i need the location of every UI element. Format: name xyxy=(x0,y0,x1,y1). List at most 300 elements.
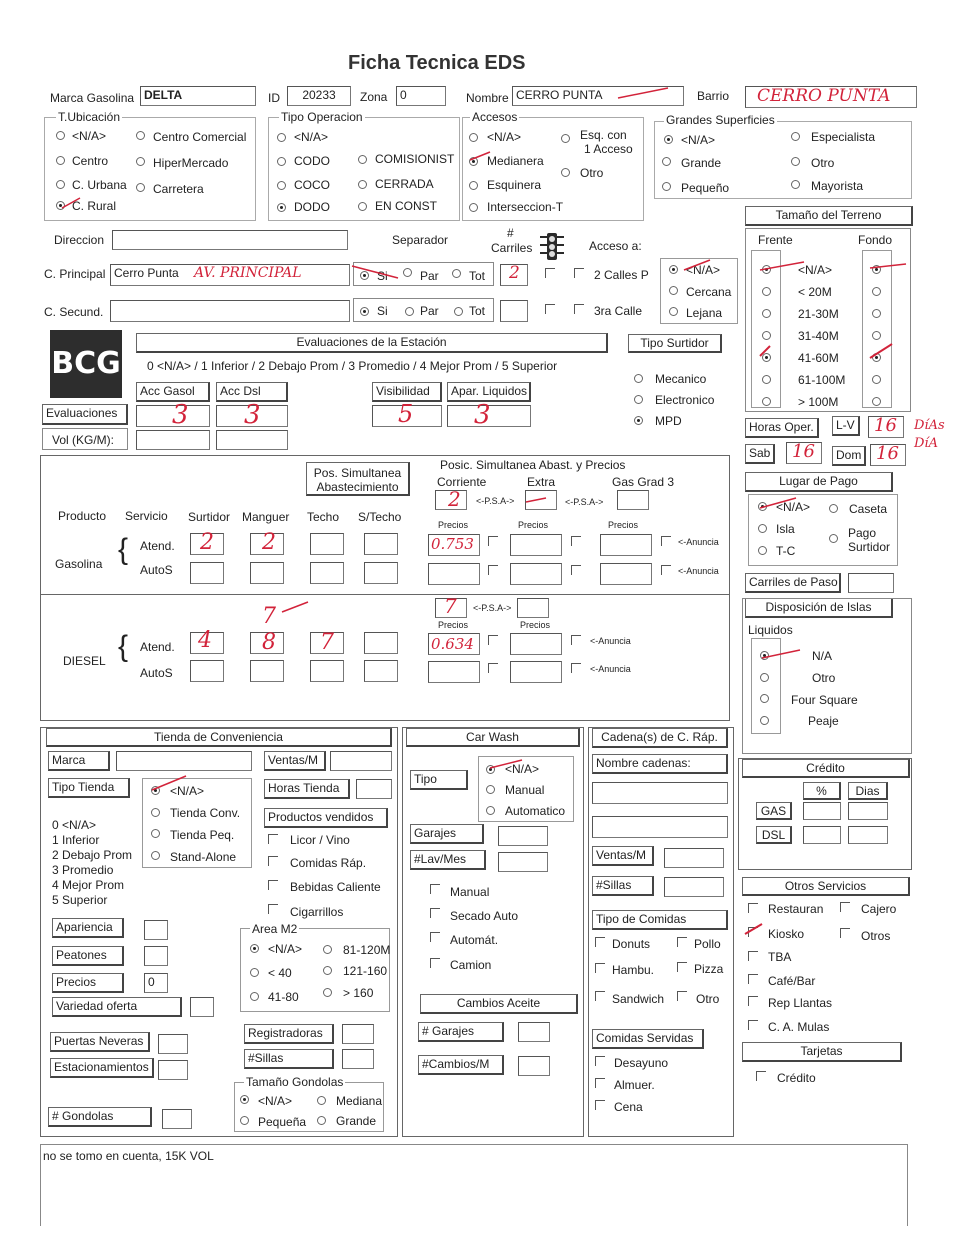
surtidor-mecanico-label: Mecanico xyxy=(655,372,707,386)
comidas-label: Comidas Ráp. xyxy=(290,856,367,870)
garajes-field[interactable] xyxy=(498,826,548,846)
cw-automatico-radio[interactable] xyxy=(486,806,495,815)
operacion-en-const-label: EN CONST xyxy=(375,199,438,213)
tamano-terreno-title: Tamaño del Terreno xyxy=(745,206,913,226)
pago-na-radio[interactable] xyxy=(758,502,767,511)
cw-manual-label: Manual xyxy=(505,783,545,797)
accesos-medianera-label: Medianera xyxy=(487,154,544,168)
gas-atend-gas-grad-checkbox[interactable] xyxy=(661,536,671,546)
tienda-sillas-field[interactable] xyxy=(342,1049,374,1069)
gs-na-label: <N/A> xyxy=(681,133,716,147)
restauran-label: Restauran xyxy=(768,902,824,916)
carriles-secund-field[interactable] xyxy=(500,300,528,322)
nombre-cadenas-field-2[interactable] xyxy=(592,816,728,838)
dsl-techo-handwriting: 7 xyxy=(320,630,334,655)
id-field[interactable]: 20233 xyxy=(287,86,351,106)
surtidor-electronico-radio[interactable] xyxy=(634,395,643,404)
dsl-extra-handwriting: 7 xyxy=(262,604,276,629)
cambios-garajes-field[interactable] xyxy=(518,1022,550,1042)
area-41-radio[interactable] xyxy=(250,992,259,1001)
peatones-field[interactable] xyxy=(144,946,168,966)
id-label: ID xyxy=(268,91,280,105)
pos-corriente-handwriting: 2 xyxy=(448,487,461,511)
cigarrillos-checkbox[interactable] xyxy=(268,904,278,914)
lv-label: L-V xyxy=(832,416,860,436)
desayuno-label: Desayuno xyxy=(614,1056,669,1070)
principal-tot-radio[interactable] xyxy=(452,269,461,278)
operacion-na-radio[interactable] xyxy=(277,133,286,142)
tienda-peq-label: Tienda Peq. xyxy=(170,828,235,842)
credito-gas-pct-field[interactable] xyxy=(803,802,841,820)
operacion-coco-radio[interactable] xyxy=(277,181,286,190)
gondolas-mediana-radio[interactable] xyxy=(317,1096,326,1105)
peatones-label: Peatones xyxy=(52,946,124,966)
secund-si-radio[interactable] xyxy=(360,307,369,316)
ubicacion-carretera-label: Carretera xyxy=(153,182,204,196)
cw-manual-checkbox[interactable] xyxy=(430,884,440,894)
nombre-cadenas-field-1[interactable] xyxy=(592,782,728,804)
gs-otro-radio[interactable] xyxy=(791,157,800,166)
gondolas-na-radio[interactable] xyxy=(240,1095,249,1104)
tienda-marca-field[interactable] xyxy=(116,751,252,771)
psa-label-1: <-P.S.A-> xyxy=(476,496,515,506)
accesos-na-radio[interactable] xyxy=(469,133,478,142)
gas-autos-extra-checkbox[interactable] xyxy=(571,565,581,575)
ubicacion-centro-radio[interactable] xyxy=(56,156,65,165)
tienda-stand-alone-radio[interactable] xyxy=(151,851,160,860)
ubicacion-title: T.Ubicación xyxy=(58,110,121,124)
gs-pequeno-radio[interactable] xyxy=(662,182,671,191)
estacionamientos-field[interactable] xyxy=(158,1060,188,1080)
dom-handwriting: 16 xyxy=(876,443,899,464)
gs-grande-radio[interactable] xyxy=(662,157,671,166)
ubicacion-c-rural-label: C. Rural xyxy=(72,199,117,213)
hambu-checkbox[interactable] xyxy=(595,963,605,973)
pago-isla-label: Isla xyxy=(776,522,795,536)
tienda-conv-label: Tienda Conv. xyxy=(170,806,241,820)
gondolas-pequena-label: Pequeña xyxy=(258,1115,307,1129)
dsl-atend-precio-extra-field[interactable] xyxy=(510,633,562,655)
apar-liquidos-handwriting: 3 xyxy=(474,400,491,430)
disp-peaje-label: Peaje xyxy=(808,714,839,728)
disp-peaje-radio[interactable] xyxy=(760,716,769,725)
donuts-checkbox[interactable] xyxy=(595,937,605,947)
dsl-atend-corriente-checkbox[interactable] xyxy=(488,635,498,645)
area-121-label: 121-160 xyxy=(343,964,388,978)
terreno-option-label: > 100M xyxy=(798,395,839,409)
apar-liquidos-label: Apar. Liquidos xyxy=(447,382,531,402)
servicio-col-label: Servicio xyxy=(125,509,168,523)
tienda-scale-item: 0 <N/A> xyxy=(52,818,97,832)
credito-dsl-pct-field[interactable] xyxy=(803,826,841,844)
ca-mulas-label: C. A. Mulas xyxy=(768,1020,830,1034)
area-160-label: > 160 xyxy=(343,986,374,1000)
ubicacion-c-urbana-label: C. Urbana xyxy=(72,178,127,192)
fondo-radio[interactable] xyxy=(872,287,881,296)
accesos-otro-radio[interactable] xyxy=(561,168,570,177)
sandwich-checkbox[interactable] xyxy=(595,991,605,1001)
gas-surtidor-handwriting: 2 xyxy=(200,530,214,555)
ubicacion-hipermercado-radio[interactable] xyxy=(136,157,145,166)
terreno-option-label: 41-60M xyxy=(798,351,839,365)
area-title: Area M2 xyxy=(252,922,298,936)
dsl-autos-precio-corriente-field[interactable] xyxy=(428,661,480,683)
camion-label: Camion xyxy=(450,958,492,972)
disposicion-title: Disposición de Islas xyxy=(745,598,893,618)
c-secund-field[interactable] xyxy=(110,300,350,322)
automat-checkbox[interactable] xyxy=(430,932,440,942)
ubicacion-centro-comercial-radio[interactable] xyxy=(136,131,145,140)
cadenas-otro-checkbox[interactable] xyxy=(677,991,687,1001)
gondolas-mediana-label: Mediana xyxy=(336,1094,383,1108)
lav-mes-label: #Lav/Mes xyxy=(410,850,486,870)
rep-llantas-checkbox[interactable] xyxy=(748,996,758,1006)
secund-tot-radio[interactable] xyxy=(454,307,463,316)
tienda-conv-radio[interactable] xyxy=(151,808,160,817)
evaluaciones-button[interactable]: Evaluaciones xyxy=(42,404,128,425)
area-160-radio[interactable] xyxy=(323,988,332,997)
surtidor-mpd-radio[interactable] xyxy=(634,416,643,425)
tienda-scale-item: 3 Promedio xyxy=(52,863,114,877)
cambios-m-field[interactable] xyxy=(518,1056,550,1076)
gondolas-na-label: <N/A> xyxy=(258,1094,293,1108)
pizza-checkbox[interactable] xyxy=(677,962,687,972)
kiosko-label: Kiosko xyxy=(768,927,805,941)
almuer-checkbox[interactable] xyxy=(595,1078,605,1088)
frente-radio[interactable] xyxy=(762,287,771,296)
frente-radio[interactable] xyxy=(762,309,771,318)
gas-autos-surtidor-field[interactable] xyxy=(190,562,224,584)
disp-na-label: N/A xyxy=(812,649,833,663)
frente-radio[interactable] xyxy=(762,331,771,340)
gas-autos-corriente-checkbox[interactable] xyxy=(488,565,498,575)
anuncia-label: <-Anuncia xyxy=(678,566,719,576)
cena-checkbox[interactable] xyxy=(595,1100,605,1110)
ubicacion-na-radio[interactable] xyxy=(56,131,65,140)
gas-atend-techo-field[interactable] xyxy=(310,533,344,555)
tienda-ventas-field[interactable] xyxy=(330,751,392,771)
pollo-checkbox[interactable] xyxy=(677,937,687,947)
dsl-autos-precio-extra-field[interactable] xyxy=(510,661,562,683)
gs-mayorista-radio[interactable] xyxy=(791,180,800,189)
direccion-field[interactable] xyxy=(112,230,348,250)
bebidas-checkbox[interactable] xyxy=(268,880,278,890)
terreno-option-label: < 20M xyxy=(798,285,832,299)
cajero-checkbox[interactable] xyxy=(840,902,850,912)
frente-radio[interactable] xyxy=(762,265,771,274)
accesos-title: Accesos xyxy=(472,110,518,124)
apariencia-field[interactable] xyxy=(144,920,168,940)
area-40-radio[interactable] xyxy=(250,968,259,977)
kiosko-checkbox[interactable] xyxy=(748,927,758,937)
vol-dsl-field[interactable] xyxy=(216,430,288,450)
restauran-checkbox[interactable] xyxy=(748,903,758,913)
nombre-cadenas-label: Nombre cadenas: xyxy=(592,754,728,774)
gs-especialista-label: Especialista xyxy=(811,130,876,144)
pos-gas-grad-field[interactable] xyxy=(617,490,649,510)
principal-checkbox[interactable] xyxy=(545,268,555,278)
vol-gasol-field[interactable] xyxy=(136,430,210,450)
pago-tc-radio[interactable] xyxy=(758,546,767,555)
operacion-dodo-radio[interactable] xyxy=(277,203,286,212)
fondo-radio[interactable] xyxy=(872,375,881,384)
cw-manual-check-label: Manual xyxy=(450,885,490,899)
secund-par-radio[interactable] xyxy=(405,307,414,316)
sab-label: Sab xyxy=(745,444,775,464)
accesos-un-acceso-label: 1 Acceso xyxy=(584,142,633,156)
tienda-stand-alone-label: Stand-Alone xyxy=(170,850,237,864)
cadenas-sillas-field[interactable] xyxy=(664,877,724,897)
secado-label: Secado Auto xyxy=(450,909,519,923)
gas-precio-handwriting: 0.753 xyxy=(431,535,474,553)
disp-four-square-radio[interactable] xyxy=(760,694,769,703)
gas-atend-precio-extra-field[interactable] xyxy=(510,534,562,556)
cw-na-radio[interactable] xyxy=(486,765,495,774)
dsl-autos-corriente-checkbox[interactable] xyxy=(488,663,498,673)
garajes-label: Garajes xyxy=(410,824,484,844)
cadenas-ventas-label: Ventas/M xyxy=(592,846,654,866)
acceso-cercana-radio[interactable] xyxy=(669,286,678,295)
carriles-paso-field[interactable] xyxy=(848,573,894,593)
gondolas-grande-label: Grande xyxy=(336,1114,377,1128)
techo-col-label: Techo xyxy=(307,510,340,524)
gondolas-pequena-radio[interactable] xyxy=(240,1116,249,1125)
gas-atend-extra-checkbox[interactable] xyxy=(571,536,581,546)
gs-na-radio[interactable] xyxy=(664,135,673,144)
pago-caseta-radio[interactable] xyxy=(829,504,838,513)
pos-extra-field[interactable] xyxy=(525,490,557,510)
operacion-codo-radio[interactable] xyxy=(277,157,286,166)
dsl-atend-extra-checkbox[interactable] xyxy=(571,635,581,645)
camion-checkbox[interactable] xyxy=(430,958,440,968)
dsl-pos-extra-field[interactable] xyxy=(517,598,549,618)
ubicacion-c-rural-radio[interactable] xyxy=(56,201,65,210)
area-na-radio[interactable] xyxy=(250,944,259,953)
frente-radio[interactable] xyxy=(762,353,771,362)
frente-radio[interactable] xyxy=(762,375,771,384)
dsl-autos-extra-checkbox[interactable] xyxy=(571,663,581,673)
marca-gasolina-field[interactable]: DELTA xyxy=(140,86,256,106)
operacion-codo-label: CODO xyxy=(294,154,330,168)
puertas-neveras-field[interactable] xyxy=(158,1034,188,1054)
fondo-radio[interactable] xyxy=(872,309,881,318)
gas-atend-corriente-checkbox[interactable] xyxy=(488,536,498,546)
acc-dsl-handwriting: 3 xyxy=(244,400,261,430)
operacion-cerrada-radio[interactable] xyxy=(358,180,367,189)
tba-checkbox[interactable] xyxy=(748,951,758,961)
apariencia-label: Apariencia xyxy=(52,918,124,938)
cigarrillos-label: Cigarrillos xyxy=(290,905,344,919)
tipo-comidas-label: Tipo de Comidas xyxy=(592,910,728,930)
margin-note-dia: DíA xyxy=(914,436,938,451)
tienda-scale-item: 4 Mejor Prom xyxy=(52,878,125,892)
liquidos-label: Liquidos xyxy=(748,623,793,637)
accesos-medianera-radio[interactable] xyxy=(469,157,478,166)
zona-field[interactable]: 0 xyxy=(396,86,446,106)
operacion-comisionista-radio[interactable] xyxy=(358,155,367,164)
secado-checkbox[interactable] xyxy=(430,908,440,918)
accesos-esq-label: Esq. con xyxy=(580,128,627,142)
registradoras-label: Registradoras xyxy=(244,1024,334,1044)
dom-label: Dom xyxy=(832,446,866,466)
principal-si-radio[interactable] xyxy=(360,271,369,280)
ca-mulas-checkbox[interactable] xyxy=(748,1020,758,1030)
area-na-label: <N/A> xyxy=(268,942,303,956)
direccion-label: Direccion xyxy=(54,233,105,247)
cafe-label: Café/Bar xyxy=(768,974,816,988)
tienda-scale-item: 1 Inferior xyxy=(52,833,100,847)
tienda-na-radio[interactable] xyxy=(151,786,160,795)
fondo-radio[interactable] xyxy=(872,331,881,340)
gas-atend-precio-gas-grad-field[interactable] xyxy=(600,534,652,556)
credito-dsl-dias-field[interactable] xyxy=(848,826,888,844)
tres-calle-checkbox[interactable] xyxy=(574,304,584,314)
area-41-label: 41-80 xyxy=(268,990,299,1004)
cadenas-title: Cadena(s) de C. Ráp. xyxy=(592,728,728,748)
pos-simultanea-line1: Pos. Simultanea xyxy=(313,466,402,480)
dsl-psa-label: <-P.S.A-> xyxy=(473,603,512,613)
tienda-sillas-label: #Sillas xyxy=(244,1049,334,1069)
gas-autos-gas-grad-checkbox[interactable] xyxy=(661,565,671,575)
horas-tienda-field[interactable] xyxy=(356,779,392,799)
lav-mes-field[interactable] xyxy=(498,852,548,872)
ubicacion-c-urbana-radio[interactable] xyxy=(56,180,65,189)
pollo-label: Pollo xyxy=(694,937,721,951)
disp-otro-radio[interactable] xyxy=(760,673,769,682)
frente-radio[interactable] xyxy=(762,397,771,406)
gondolas-field[interactable] xyxy=(162,1109,192,1129)
credito-gas-dias-field[interactable] xyxy=(848,802,888,820)
gas-autos-precio-extra-field[interactable] xyxy=(510,563,562,585)
registradoras-field[interactable] xyxy=(342,1024,374,1044)
cadenas-otro-label: Otro xyxy=(696,992,720,1006)
precios-tienda-field[interactable]: 0 xyxy=(144,973,168,993)
gas-autos-manguer-field[interactable] xyxy=(250,562,284,584)
ubicacion-centro-label: Centro xyxy=(72,154,109,168)
gas-atend-label: Atend. xyxy=(140,539,175,553)
cajero-label: Cajero xyxy=(861,902,897,916)
productos-vendidos-label: Productos vendidos xyxy=(264,808,388,828)
bebidas-label: Bebidas Caliente xyxy=(290,880,381,894)
gas-autos-s-techo-field[interactable] xyxy=(364,562,398,584)
cambios-aceite-title: Cambios Aceite xyxy=(420,994,578,1014)
pago-isla-radio[interactable] xyxy=(758,524,767,533)
tienda-scale-item: 2 Debajo Prom xyxy=(52,848,133,862)
diesel-label: DIESEL xyxy=(63,654,106,668)
ubicacion-centro-comercial-label: Centro Comercial xyxy=(153,130,247,144)
acceso-lejana-label: Lejana xyxy=(686,306,723,320)
accesos-interseccion-radio[interactable] xyxy=(469,203,478,212)
dsl-autos-surtidor-field[interactable] xyxy=(190,660,224,682)
credito-gas-label: GAS xyxy=(756,802,792,820)
dos-calles-checkbox[interactable] xyxy=(574,268,584,278)
manguer-col-label: Manguer xyxy=(242,510,290,524)
area-121-radio[interactable] xyxy=(323,966,332,975)
nombre-field[interactable]: CERRO PUNTA xyxy=(512,86,684,106)
cw-manual-radio[interactable] xyxy=(486,785,495,794)
gondolas-grande-radio[interactable] xyxy=(317,1116,326,1125)
surtidor-mecanico-radio[interactable] xyxy=(634,374,643,383)
area-81-radio[interactable] xyxy=(323,945,332,954)
pos-simultanea-label xyxy=(306,462,410,496)
fondo-radio[interactable] xyxy=(872,265,881,274)
principal-si-label: Si xyxy=(377,269,388,283)
surtidor-mpd-label: MPD xyxy=(655,414,682,428)
gs-otro-label: Otro xyxy=(811,156,835,170)
principal-par-label: Par xyxy=(420,269,439,283)
desayuno-checkbox[interactable] xyxy=(595,1056,605,1066)
acceso-lejana-radio[interactable] xyxy=(669,307,678,316)
accesos-esq-radio[interactable] xyxy=(561,134,570,143)
secund-par-label: Par xyxy=(420,304,439,318)
gas-autos-precio-corriente-field[interactable] xyxy=(428,563,480,585)
dsl-autos-s-techo-field[interactable] xyxy=(364,660,398,682)
comidas-checkbox[interactable] xyxy=(268,856,278,866)
operacion-en-const-radio[interactable] xyxy=(358,202,367,211)
precios-label-2: Precios xyxy=(518,520,549,530)
tienda-peq-radio[interactable] xyxy=(151,829,160,838)
comidas-servidas-label: Comidas Servidas xyxy=(592,1029,704,1049)
cafe-checkbox[interactable] xyxy=(748,974,758,984)
otros-checkbox[interactable] xyxy=(840,928,850,938)
nombre-label: Nombre xyxy=(466,91,509,105)
car-wash-tipo-label: Tipo xyxy=(410,770,468,790)
credito-dias-label: Dias xyxy=(848,782,888,800)
surtidor-electronico-label: Electronico xyxy=(655,393,715,407)
evaluaciones-title: Evaluaciones de la Estación xyxy=(136,333,608,353)
fondo-radio[interactable] xyxy=(872,353,881,362)
gs-especialista-radio[interactable] xyxy=(791,132,800,141)
acceso-na-radio[interactable] xyxy=(669,265,678,274)
accesos-otro-label: Otro xyxy=(580,166,604,180)
cw-na-label: <N/A> xyxy=(505,762,540,776)
secund-tot-label: Tot xyxy=(469,304,486,318)
operacion-cerrada-label: CERRADA xyxy=(375,177,434,191)
pago-na-label: <N/A> xyxy=(776,500,811,514)
accesos-esquinera-radio[interactable] xyxy=(469,181,478,190)
fondo-radio[interactable] xyxy=(872,397,881,406)
tipo-tienda-label: Tipo Tienda xyxy=(48,778,130,798)
pago-surtidor-radio[interactable] xyxy=(829,534,838,543)
operacion-coco-label: COCO xyxy=(294,178,330,192)
c-principal-field[interactable]: Cerro Punta xyxy=(110,264,350,286)
disp-na-radio[interactable] xyxy=(760,651,769,660)
variedad-oferta-field[interactable] xyxy=(190,997,214,1017)
tarjetas-credito-checkbox[interactable] xyxy=(756,1071,766,1081)
gas-autos-techo-field[interactable] xyxy=(310,562,344,584)
licor-checkbox[interactable] xyxy=(268,834,278,844)
cadenas-ventas-field[interactable] xyxy=(664,848,724,868)
acceso-na-label: <N/A> xyxy=(686,263,721,277)
terreno-option-label: 31-40M xyxy=(798,329,839,343)
tamano-gondolas-title: Tamaño Gondolas xyxy=(246,1075,344,1089)
c-secund-label: C. Secund. xyxy=(44,305,104,319)
tarjetas-title: Tarjetas xyxy=(742,1042,902,1062)
ubicacion-carretera-radio[interactable] xyxy=(136,183,145,192)
dsl-manguer-handwriting: 8 xyxy=(262,630,276,655)
dsl-autos-manguer-field[interactable] xyxy=(250,660,284,682)
gas-autos-precio-gas-grad-field[interactable] xyxy=(600,563,652,585)
gas-grad-label: Gas Grad 3 xyxy=(612,475,675,489)
dsl-autos-techo-field[interactable] xyxy=(310,660,344,682)
gas-atend-s-techo-field[interactable] xyxy=(364,533,398,555)
dsl-atend-s-techo-field[interactable] xyxy=(364,632,398,654)
horas-tienda-label: Horas Tienda xyxy=(264,779,350,799)
secund-checkbox[interactable] xyxy=(545,304,555,314)
dsl-precios-label-2: Precios xyxy=(520,620,551,630)
terreno-option-label: 61-100M xyxy=(798,373,846,387)
principal-par-radio[interactable] xyxy=(403,268,412,277)
